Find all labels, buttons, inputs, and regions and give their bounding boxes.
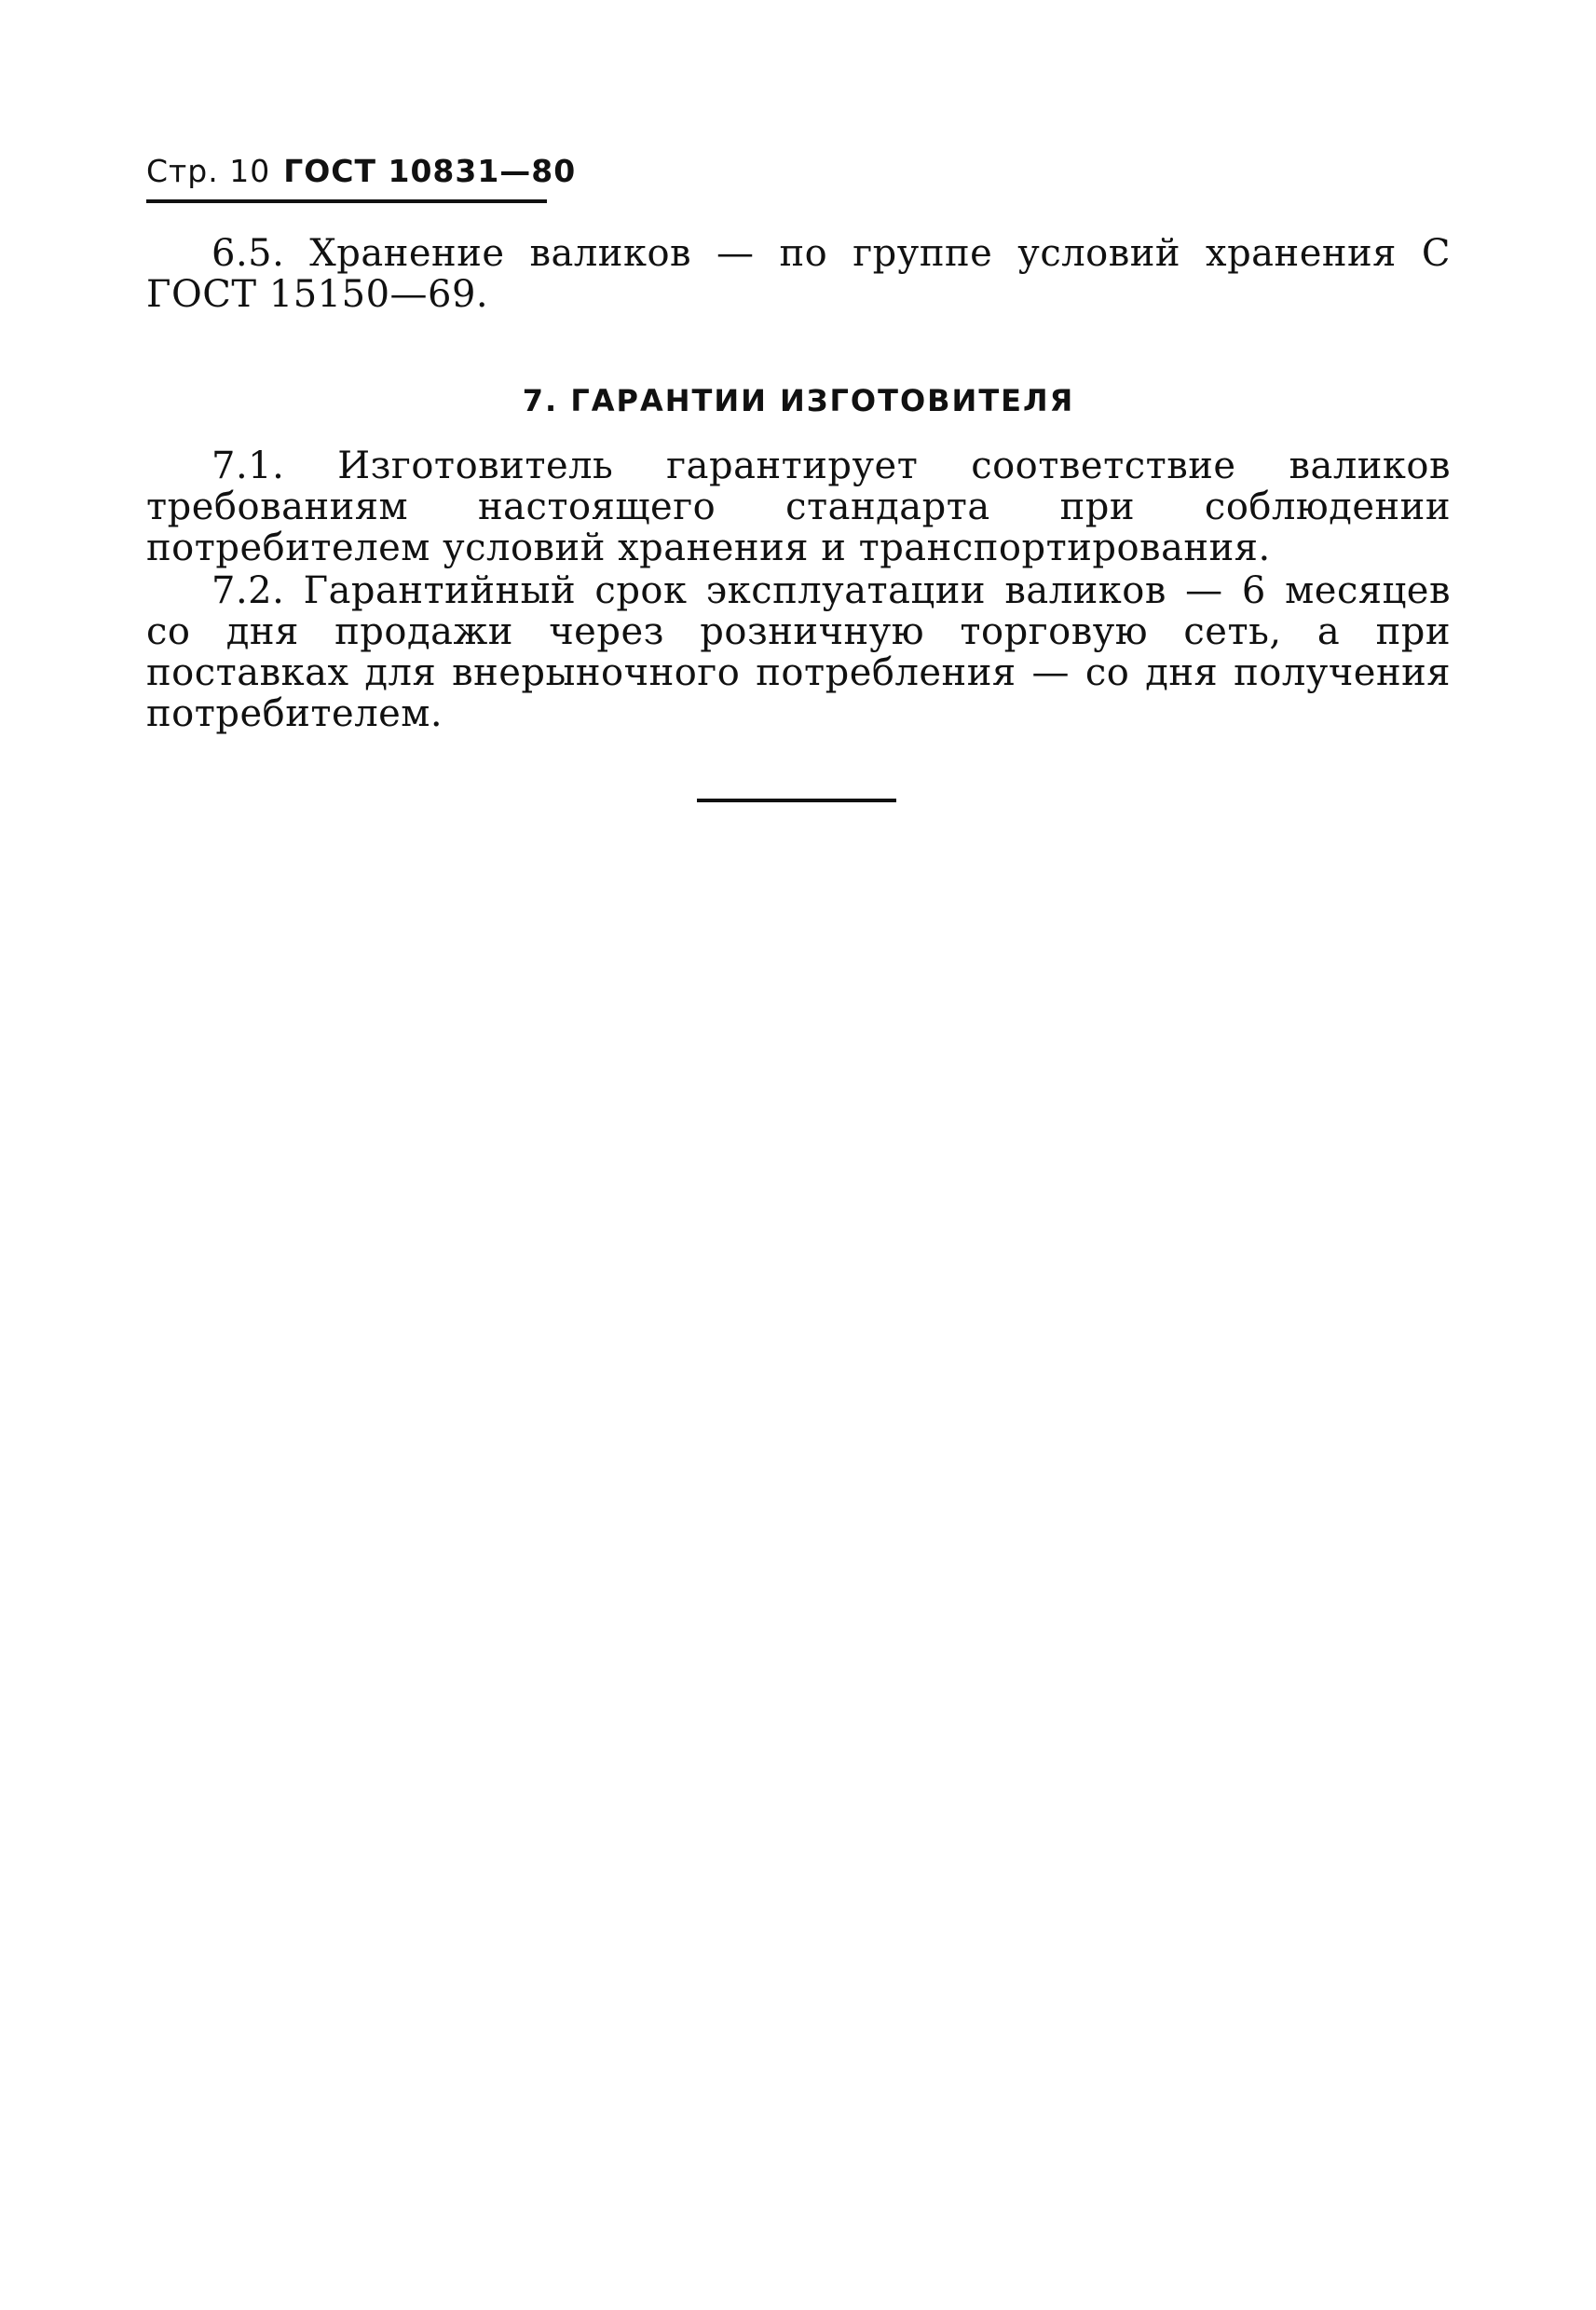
page-number: Стр. 10 (146, 153, 271, 189)
clause-6-5-block (146, 233, 1451, 315)
page-header (146, 151, 577, 203)
clause-7-2: 7.2. Гарантийный срок эксплуатации валиков — 6 месяцев со дня продажи через розничную торговую сеть, а при поставках для внерыночного потребления — со дня получения потребителем. (146, 569, 1451, 735)
section-7-heading: 7. ГАРАНТИИ ИЗГОТОВИТЕЛЯ (522, 383, 1075, 418)
end-divider (697, 799, 896, 802)
standard-number: ГОСТ 10831—80 (283, 153, 577, 189)
clause-7-1: 7.1. Изготовитель гарантирует соответствие валиков требованиям настоящего стандарта при соблюдении потребителем условий хранения и транспортирования. (146, 444, 1451, 569)
clause-7-2-block (146, 570, 1451, 734)
clause-6-5: 6.5. Хранение валиков — по группе условий хранения С ГОСТ 15150—69. (146, 232, 1451, 316)
clause-7-1-block (146, 445, 1451, 568)
